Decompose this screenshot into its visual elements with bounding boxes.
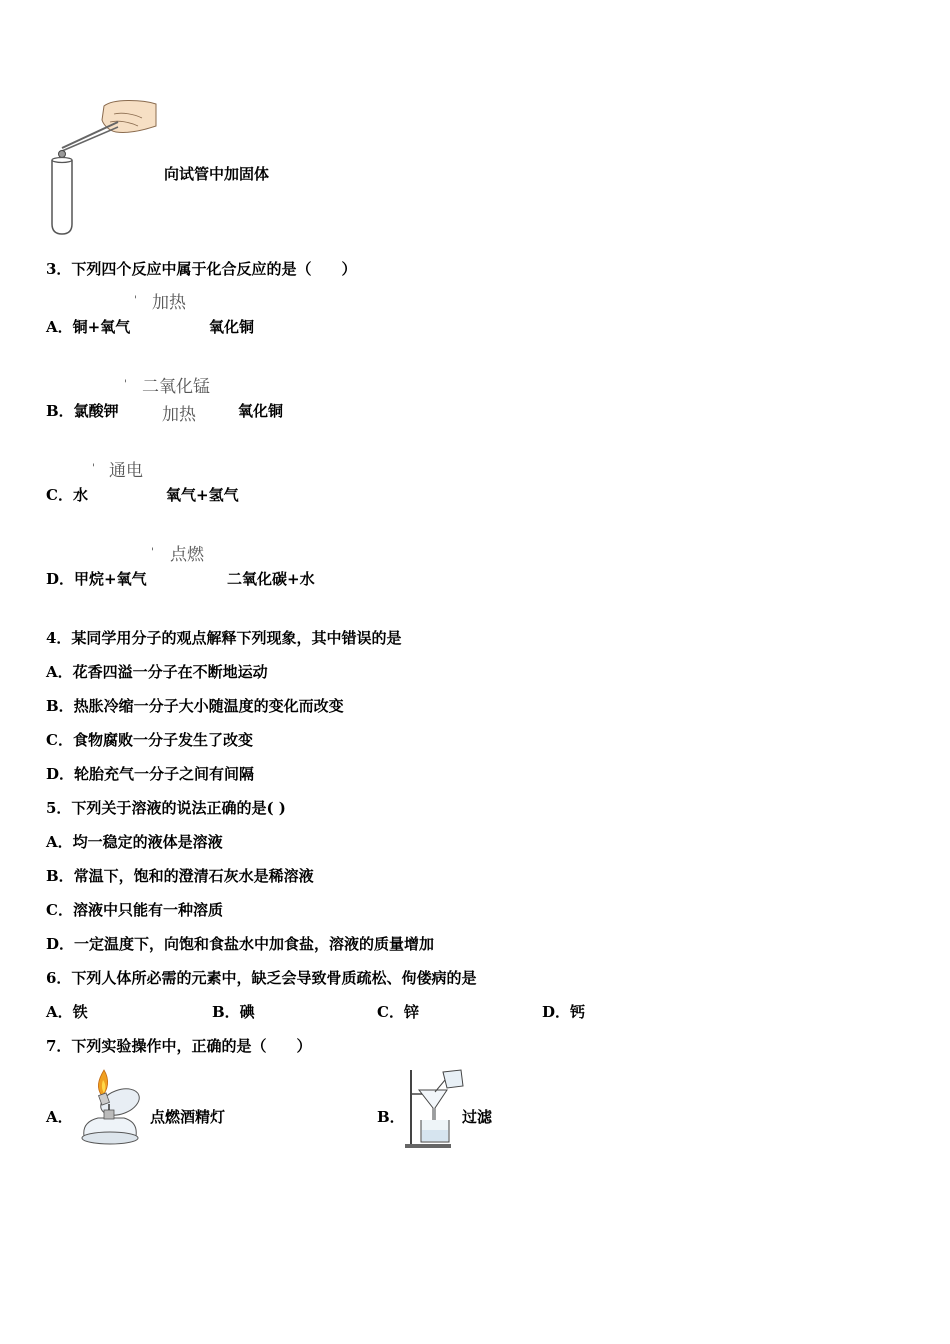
q3-option-b-reactants[interactable]: B．氯酸钾 [46,402,119,420]
q3-b-condition: 二氧化锰 [142,377,210,397]
filtration-figure [403,1068,467,1150]
q4-option-a[interactable]: A．花香四溢一分子在不断地运动 [46,663,268,681]
q5-option-c[interactable]: C．溶液中只能有一种溶质 [46,901,223,919]
q3-stem: 3．下列四个反应中属于化合反应的是（ ） [46,260,357,278]
q5-option-b[interactable]: B．常温下，饱和的澄清石灰水是稀溶液 [46,867,314,885]
q3-option-a-reactants[interactable]: A．铜+氧气 [46,318,131,336]
test-tube-figure [44,96,164,238]
q7-stem: 7．下列实验操作中，正确的是（ ） [46,1037,312,1055]
q4-option-b[interactable]: B．热胀冷缩一分子大小随温度的变化而改变 [46,697,344,715]
q3-option-d-reactants[interactable]: D．甲烷+氧气 [46,570,147,588]
q3-option-c-product: 氧气+氢气 [166,486,239,504]
q6-option-c[interactable]: C．锌 [377,1003,419,1021]
q4-stem: 4．某同学用分子的观点解释下列现象，其中错误的是 [46,629,402,647]
q3-option-c-reactants[interactable]: C．水 [46,486,88,504]
q7-option-b-caption: 过滤 [462,1108,493,1126]
q6-option-d[interactable]: D．钙 [542,1003,586,1021]
q3-b-condition-2: 加热 [162,405,196,425]
q6-stem: 6．下列人体所必需的元素中，缺乏会导致骨质疏松、佝偻病的是 [46,969,477,987]
q4-option-c[interactable]: C．食物腐败一分子发生了改变 [46,731,253,749]
q3-option-d-product: 二氧化碳+水 [227,570,315,588]
reaction-mark: ' [134,295,137,306]
q5-option-d[interactable]: D．一定温度下，向饱和食盐水中加食盐，溶液的质量增加 [46,935,435,953]
q6-option-a[interactable]: A．铁 [46,1003,88,1021]
q3-d-condition: 点燃 [170,545,204,565]
alcohol-lamp-lighting-figure [74,1066,148,1148]
q5-stem: 5．下列关于溶液的说法正确的是( ) [46,799,286,817]
q4-option-d[interactable]: D．轮胎充气一分子之间有间隔 [46,765,255,783]
q6-option-b[interactable]: B．碘 [212,1003,255,1021]
q7-option-a-caption: 点燃酒精灯 [150,1108,226,1126]
q3-a-condition: 加热 [152,293,186,313]
q2-option-d-caption: 向试管中加固体 [164,165,270,183]
q3-c-condition: 通电 [109,461,143,481]
reaction-mark: ' [151,547,154,558]
q3-option-b-product: 氧化铜 [238,402,284,420]
q5-option-a[interactable]: A．均一稳定的液体是溶液 [46,833,223,851]
reaction-mark: ' [92,463,95,474]
q3-option-a-product: 氧化铜 [209,318,255,336]
q7-option-a-label[interactable]: A． [46,1108,73,1126]
reaction-mark: ' [124,379,127,390]
q7-option-b-label[interactable]: B． [377,1108,405,1126]
